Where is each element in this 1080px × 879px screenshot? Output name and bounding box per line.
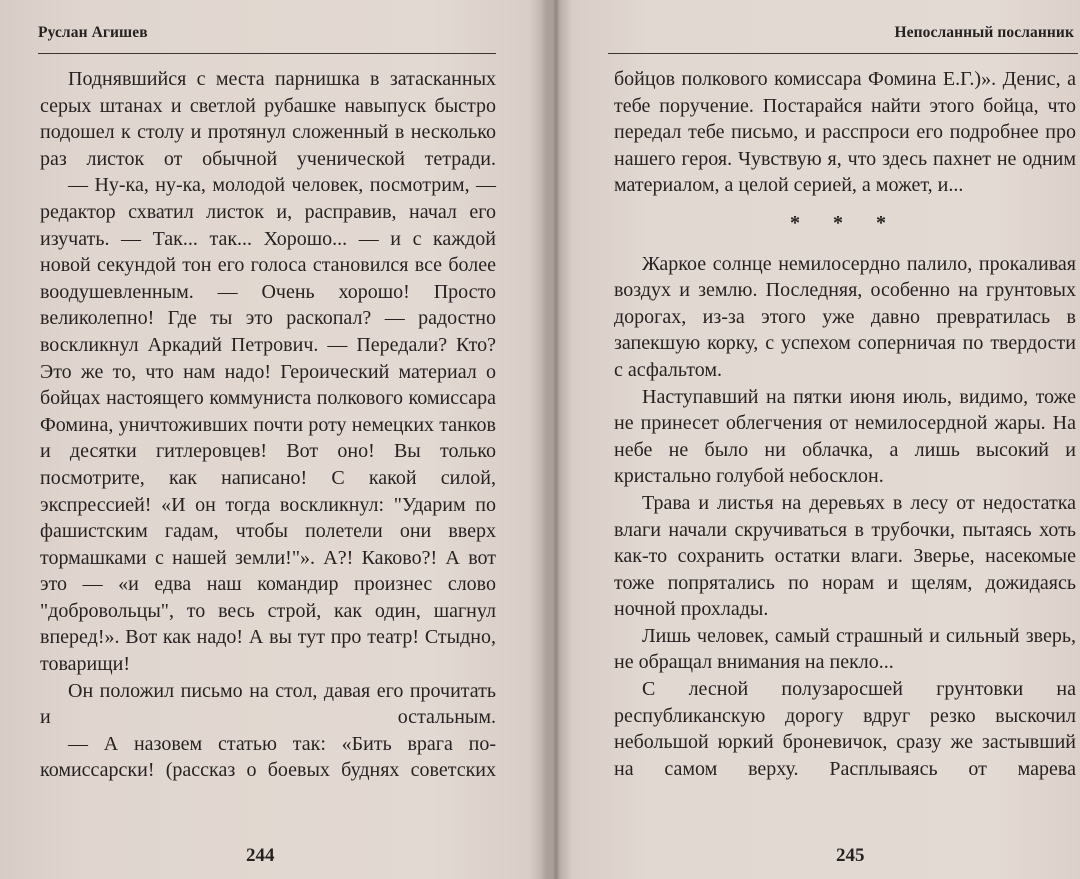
page-number: 244: [246, 845, 275, 866]
running-head-title: Непосланный посланник: [894, 24, 1074, 41]
section-separator: * * *: [790, 211, 900, 234]
paragraph: Наступавший на пятки июня июль, видимо, тоже не принесет облегчения от немилосердной жары. На небе не было ни облачка, а лишь высокий и кристально голубой небосклон.: [614, 385, 1076, 488]
left-page-text: [40, 66, 496, 784]
paragraph: С лесной полузаросшей грунтовки на республиканскую дорогу вдруг резко выскочил небольшой юркий броневичок, сразу же застывший на самом верху. Расплываясь от марева: [614, 678, 1076, 780]
paragraph: Поднявшийся с места парнишка в затасканных серых штанах и светлой рубашке навыпуск быстро подошел к столу и протянул сложенный в несколько раз листок от обычной ученической тетради.: [40, 68, 496, 170]
right-page-text: [614, 66, 1076, 782]
paragraph: Трава и листья на деревьях в лесу от недостатка влаги начали скручиваться в трубочки, пытаясь хоть как-то сохранить остатки влаги. Зверье, насекомые тоже попрятались по норам и щелям, дожидаясь ночной прохлады.: [614, 491, 1076, 621]
continued-paragraph: бойцов полкового комиссара Фомина Е.Г.)». Денис, а тебе поручение. Постарайся найти этого бойца, что передал тебе письмо, и расспроси его подробнее про нашего героя. Чувствую я, что здесь пахнет не одним материалом, а целой серией, а может, и...: [614, 68, 1076, 197]
paragraph: Лишь человек, самый страшный и сильный зверь, не обращал внимания на пекло...: [614, 624, 1076, 674]
paragraph: Жаркое солнце немилосердно палило, прокаливая воздух и землю. Последняя, особенно на грунтовых дорогах, из-за этого уже давно превратилась в запекшую корку, с успехом соперничая по твердости с асфальтом.: [614, 252, 1076, 381]
paragraph: — Ну-ка, ну-ка, молодой человек, посмотрим, — редактор схватил листок и, расправив, начал его изучать. — Так... так... Хорошо... — и с каждой новой секундой тон его голоса становился все более воодушевленным. — Очень хорошо! Просто великолепно! Где ты это раскопал? — радостно воскликнул Аркадий Петрович. — Передали? Кто? Это же то, что нам надо! Героический материал о бойцах настоящего коммуниста полкового комиссара Фомина, уничтоживших почти роту немецких танков и десятки гитлеровцев! Вот оно! Вы только посмотрите, как написано! С какой силой, экспрессией! «И он тогда воскликнул: "Ударим по фашистским гадам, чтобы полетели они вверх тормашками с нашей земли!"». А?! Каково?! А вот это — «и едва наш командир произнес слово "добровольцы", то весь строй, как один, шагнул вперед!». Вот как надо! А вы тут про театр! Стыдно, товарищи!: [40, 174, 496, 676]
page-number: 245: [836, 845, 865, 866]
running-head-author: Руслан Агишев: [38, 24, 148, 41]
paragraph: Он положил письмо на стол, давая его прочитать и остальным.: [40, 679, 496, 729]
right-page: [556, 0, 1080, 879]
header-rule: [608, 53, 1078, 54]
header-rule: [38, 53, 496, 54]
paragraph: — А назовем статью так: «Бить врага по-комиссарски! (рассказ о боевых буднях советских: [40, 732, 496, 782]
